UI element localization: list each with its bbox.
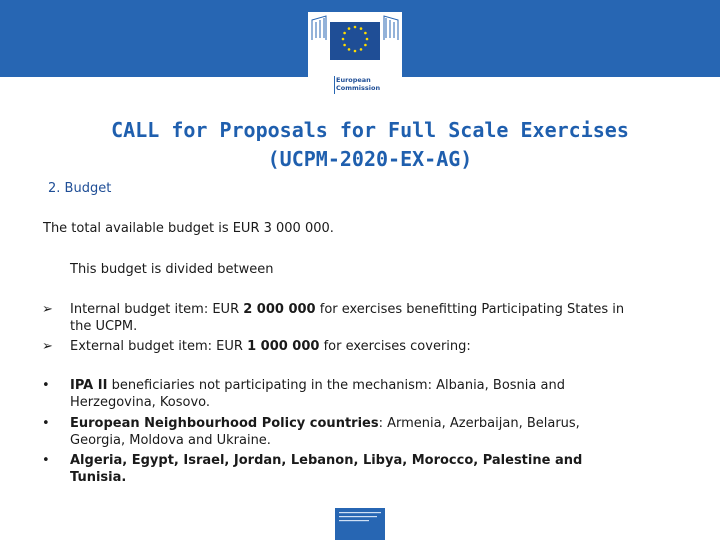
item-bold: European Neighbourhood Policy countries	[70, 416, 379, 431]
item-text-line2: Georgia, Moldova and Ukraine.	[70, 432, 271, 448]
footer-logo-graphic	[335, 508, 385, 540]
logo-line-1: European	[336, 76, 371, 84]
item-text-line2: Herzegovina, Kosovo.	[70, 394, 211, 410]
dot-bullet-icon: •	[42, 453, 50, 468]
dot-bullet-icon: •	[42, 378, 50, 393]
item-text-post: for exercises covering:	[319, 339, 471, 354]
arrow-bullet-icon: ➢	[42, 302, 53, 317]
commission-building-icon	[308, 12, 402, 72]
item-text-pre: External budget item: EUR	[70, 339, 248, 354]
list-item-internal-budget	[70, 302, 690, 335]
dot-bullet-icon: •	[42, 416, 50, 431]
logo-line-2: Commission	[336, 84, 381, 92]
budget-intro: The total available budget is EUR 3 000 000.	[43, 221, 334, 236]
item-rest: beneficiaries not participating in the mechanism: Albania, Bosnia and	[107, 378, 565, 393]
item-text-post: for exercises benefitting Participating States in	[315, 302, 625, 317]
list-item-external-budget	[70, 339, 690, 356]
logo-text	[336, 76, 396, 92]
list-item-ipa	[70, 378, 690, 411]
list-item-enp	[70, 416, 690, 449]
budget-divided-text: This budget is divided between	[70, 262, 274, 277]
item-text-pre: Internal budget item: EUR	[70, 302, 244, 317]
item-text-line2: Tunisia.	[70, 469, 127, 485]
logo-divider	[334, 76, 335, 94]
item-rest: : Armenia, Azerbaijan, Belarus,	[378, 416, 580, 431]
title-line-1: CALL for Proposals for Full Scale Exercises	[111, 118, 629, 142]
list-item-south	[70, 453, 690, 486]
title-line-2: (UCPM-2020-EX-AG)	[267, 147, 473, 171]
footer-logo-icon	[335, 508, 385, 540]
item-bold: Algeria, Egypt, Israel, Jordan, Lebanon, Libya, Morocco, Palestine and	[70, 453, 583, 468]
item-amount: 2 000 000	[243, 302, 316, 317]
page-title	[40, 116, 700, 174]
item-amount: 1 000 000	[247, 339, 320, 354]
item-text-line2: the UCPM.	[70, 318, 138, 334]
arrow-bullet-icon: ➢	[42, 339, 53, 354]
item-bold: IPA II	[70, 378, 108, 393]
section-heading: 2. Budget	[48, 181, 112, 196]
european-commission-logo	[308, 12, 402, 100]
